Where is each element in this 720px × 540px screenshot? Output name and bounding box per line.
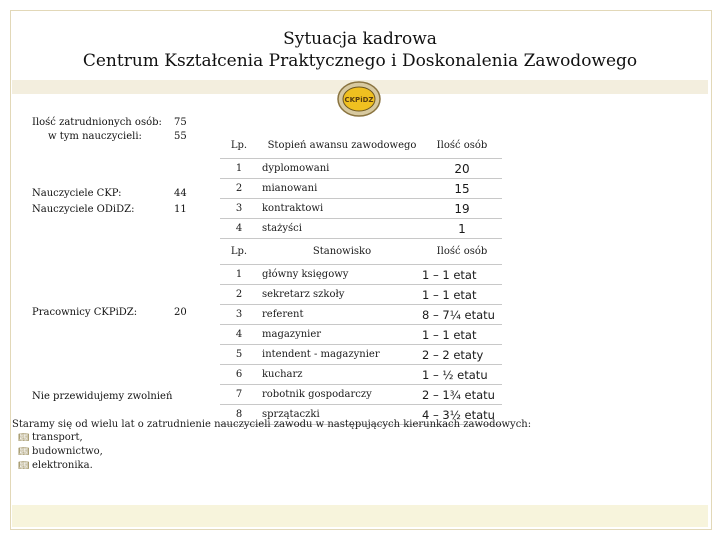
- table-row: [220, 305, 502, 325]
- header-count: Ilość osób: [436, 139, 488, 151]
- row-count: 20: [454, 161, 470, 176]
- table-row: [220, 219, 502, 239]
- ckp-teachers-value: 44: [174, 188, 187, 199]
- list-item-text: transport,: [32, 432, 83, 443]
- row-degree: kontraktowi: [262, 203, 324, 214]
- row-count: 8 – 7¼ etatu: [422, 307, 495, 322]
- row-lp: 3: [235, 203, 243, 214]
- row-position: kucharz: [262, 369, 303, 380]
- row-lp: 4: [235, 223, 243, 234]
- header-position: Stanowisko: [312, 245, 372, 257]
- row-count: 15: [454, 181, 470, 196]
- row-position: intendent - magazynier: [262, 349, 380, 360]
- row-lp: 4: [235, 329, 243, 340]
- book-bullet-icon: 📖︎: [18, 447, 30, 457]
- title-line-2: Centrum Kształcenia Praktycznego i Doskonalenia Zawodowego: [82, 51, 638, 71]
- teachers-value: 55: [174, 131, 187, 142]
- row-degree: stażyści: [262, 223, 302, 234]
- no-layoffs-note: Nie przewidujemy zwolnień: [32, 391, 173, 402]
- row-count: 4 – 3½ etatu: [422, 407, 495, 422]
- row-count: 1 – 1 etat: [422, 287, 477, 302]
- row-lp: 7: [235, 389, 243, 400]
- row-degree: dyplomowani: [262, 163, 330, 174]
- header-count: Ilość osób: [436, 245, 488, 257]
- employed-label: Ilość zatrudnionych osób:: [32, 117, 162, 128]
- page-title: [0, 28, 720, 72]
- table-row: [220, 265, 502, 285]
- row-count: 1 – ½ etatu: [422, 367, 488, 382]
- odidz-teachers-value: 11: [174, 204, 187, 215]
- list-item: [12, 431, 531, 445]
- table-header-row: [220, 238, 502, 265]
- header-degree: Stopień awansu zawodowego: [267, 139, 417, 151]
- footer-intro: Staramy się od wielu lat o zatrudnienie nauczycieli zawodu w następujących kierunkach zawodowych:: [12, 419, 532, 430]
- list-item-text: budownictwo,: [32, 446, 103, 457]
- table-row: [220, 199, 502, 219]
- row-count: 19: [454, 201, 470, 216]
- row-position: referent: [262, 309, 304, 320]
- footer-text: [12, 418, 531, 473]
- odidz-teachers-label: Nauczyciele ODiDZ:: [32, 204, 135, 215]
- row-count: 1: [458, 221, 466, 236]
- table-row: [220, 285, 502, 305]
- row-lp: 3: [235, 309, 243, 320]
- ckpidz-logo: [336, 80, 382, 118]
- ckp-teachers-label: Nauczyciele CKP:: [32, 188, 122, 199]
- employed-value: 75: [174, 117, 187, 128]
- footer-band: [12, 505, 708, 527]
- teachers-label: w tym nauczycieli:: [48, 131, 142, 142]
- row-position: robotnik gospodarczy: [262, 389, 372, 400]
- row-lp: 2: [235, 183, 243, 194]
- row-lp: 8: [235, 409, 243, 420]
- promotion-table: [220, 132, 502, 239]
- table-header-row: [220, 132, 502, 159]
- book-bullet-icon: 📖︎: [18, 433, 30, 443]
- title-line-1: Sytuacja kadrowa: [283, 29, 437, 49]
- row-position: sprzątaczki: [262, 409, 320, 420]
- logo-text: CKPiDZ: [344, 96, 374, 104]
- row-position: główny księgowy: [262, 269, 349, 280]
- header-lp: Lp.: [230, 245, 248, 257]
- list-item: [12, 459, 531, 473]
- row-lp: 1: [235, 269, 243, 280]
- row-count: 2 – 1¾ etatu: [422, 387, 495, 402]
- row-lp: 6: [235, 369, 243, 380]
- row-position: magazynier: [262, 329, 322, 340]
- positions-table: [220, 238, 502, 425]
- list-item: [12, 445, 531, 459]
- row-position: sekretarz szkoły: [262, 289, 345, 300]
- staff-value: 20: [174, 307, 187, 318]
- table-row: [220, 159, 502, 179]
- row-lp: 5: [235, 349, 243, 360]
- book-bullet-icon: 📖︎: [18, 461, 30, 471]
- row-degree: mianowani: [262, 183, 318, 194]
- header-lp: Lp.: [230, 139, 248, 151]
- row-count: 1 – 1 etat: [422, 267, 477, 282]
- table-row: [220, 345, 502, 365]
- table-row: [220, 325, 502, 345]
- list-item-text: elektronika.: [32, 460, 93, 471]
- table-row: [220, 179, 502, 199]
- row-lp: 2: [235, 289, 243, 300]
- staff-label: Pracownicy CKPiDZ:: [32, 307, 138, 318]
- row-count: 2 – 2 etaty: [422, 347, 484, 362]
- table-row: [220, 365, 502, 385]
- row-count: 1 – 1 etat: [422, 327, 477, 342]
- row-lp: 1: [235, 163, 243, 174]
- table-row: [220, 385, 502, 405]
